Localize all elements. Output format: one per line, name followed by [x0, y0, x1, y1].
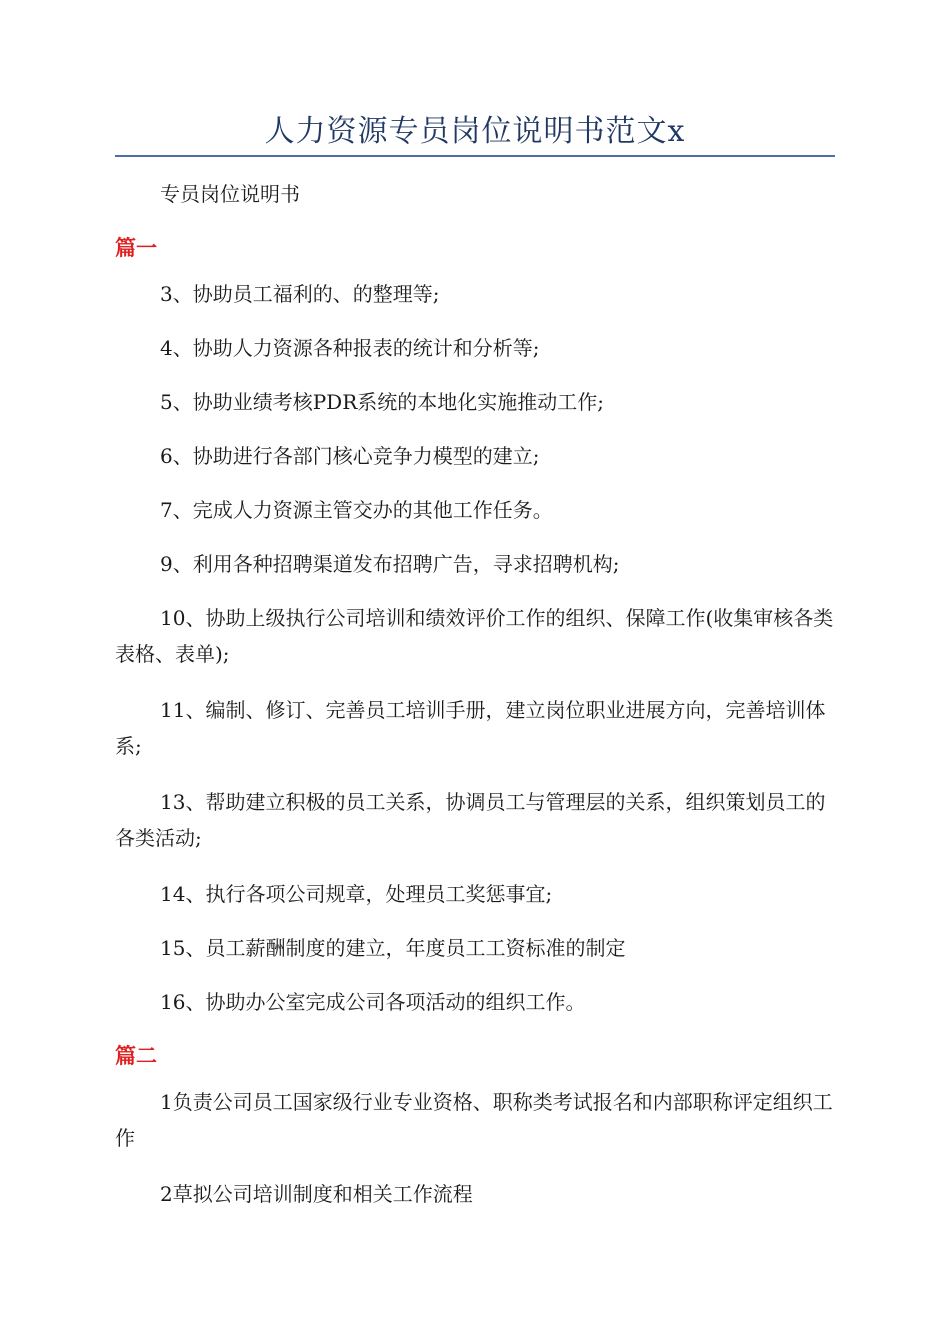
list-item: 5、协助业绩考核PDR系统的本地化实施推动工作;	[160, 390, 605, 414]
list-item: 9、利用各种招聘渠道发布招聘广告，寻求招聘机构;	[160, 552, 620, 576]
list-item: 13、帮助建立积极的员工关系，协调员工与管理层的关系，组织策划员工的各类活动;	[115, 790, 826, 850]
list-item: 7、完成人力资源主管交办的其他工作任务。	[160, 498, 553, 522]
list-item: 14、执行各项公司规章，处理员工奖惩事宜;	[160, 882, 553, 906]
list-item: 3、协助员工福利的、的整理等;	[160, 282, 440, 306]
list-item: 1负责公司员工国家级行业专业资格、职称类考试报名和内部职称评定组织工作	[115, 1090, 833, 1150]
title-underline	[115, 155, 835, 157]
list-item: 4、协助人力资源各种报表的统计和分析等;	[160, 336, 540, 360]
document-title: 人力资源专员岗位说明书范文x	[264, 114, 686, 149]
list-item: 2草拟公司培训制度和相关工作流程	[160, 1182, 473, 1206]
document-subtitle: 专员岗位说明书	[160, 182, 300, 206]
list-item: 16、协助办公室完成公司各项活动的组织工作。	[160, 990, 586, 1014]
list-item: 11、编制、修订、完善员工培训手册，建立岗位职业进展方向，完善培训体系;	[115, 698, 826, 758]
list-item: 15、员工薪酬制度的建立，年度员工工资标准的制定	[160, 936, 626, 960]
section-heading-1: 篇一	[115, 236, 157, 260]
list-item: 10、协助上级执行公司培训和绩效评价工作的组织、保障工作(收集审核各类表格、表单);	[115, 606, 834, 666]
section-heading-2: 篇二	[115, 1044, 157, 1068]
list-item: 6、协助进行各部门核心竞争力模型的建立;	[160, 444, 540, 468]
